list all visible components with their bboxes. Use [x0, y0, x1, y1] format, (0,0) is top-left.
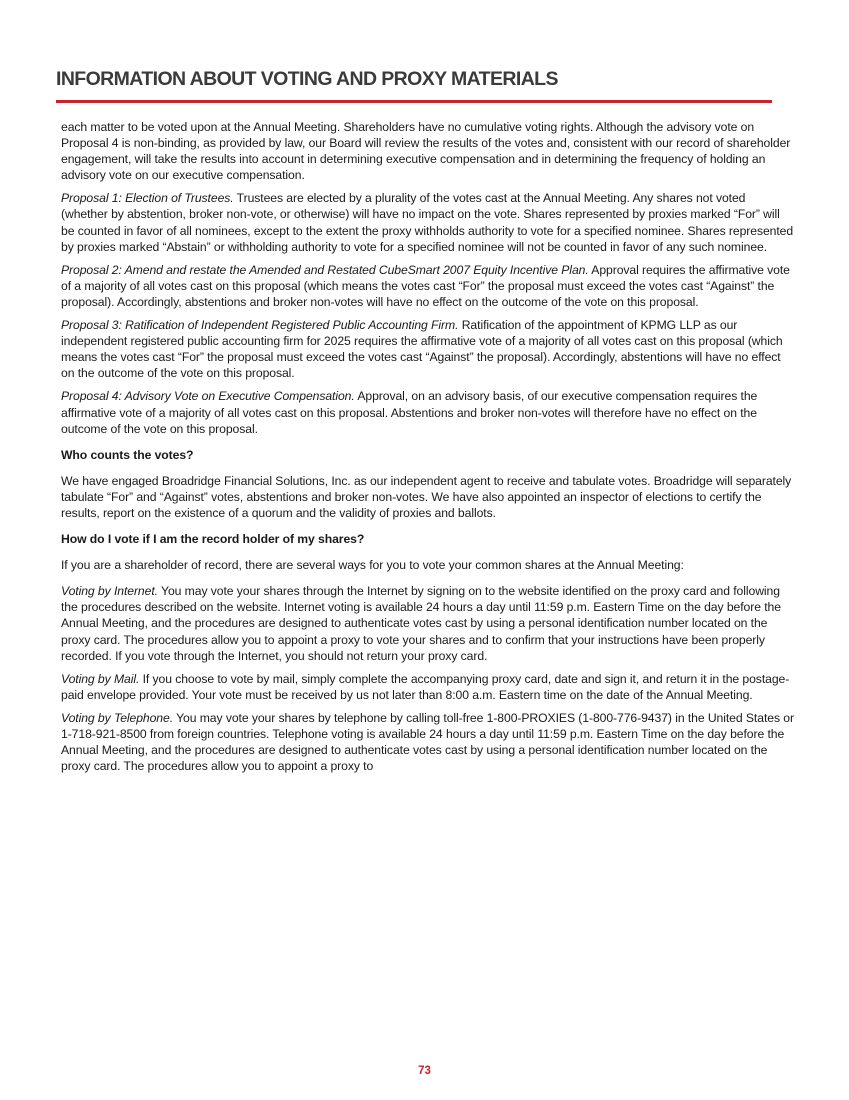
- header-divider: [56, 100, 772, 103]
- voting-by-internet-paragraph: [61, 583, 795, 663]
- voting-by-telephone-text: You may vote your shares by telephone by calling toll-free 1-800-PROXIES (1-800-776-9437) in the United States or 1-718-921-8500 from foreign countries. Telephone voting is available 24 hours a day until 11:59 p.m. Eastern Time on the day before the Annual Meeting, and the procedures are designed to authenticate votes cast by using a personal identification number located on the proxy card. The procedures allow you to appoint a proxy to: [61, 710, 794, 774]
- page-header: [56, 66, 772, 103]
- proposal-1-paragraph: [61, 190, 795, 254]
- document-body: [61, 119, 795, 781]
- page-number: 73: [418, 1065, 431, 1077]
- proposal-4-title: Proposal 4: Advisory Vote on Executive Compensation.: [61, 389, 355, 404]
- voting-by-internet-text: You may vote your shares through the Internet by signing on to the website identified on the proxy card and following the procedures described on the website. Internet voting is available 24 hours a day until 11:59 p.m. Eastern Time on the day before the Annual Meeting, and the procedures are designed to authenticate votes cast by using a personal identification number located on the proxy card. The procedures allow you to appoint a proxy to vote your shares and to confirm that your instructions have been properly recorded. If you vote through the Internet, you should not return your proxy card.: [61, 584, 781, 663]
- proposal-2-title: Proposal 2: Amend and restate the Amended and Restated CubeSmart 2007 Equity Incentive Plan.: [61, 262, 589, 277]
- answer-record-holder-voting: If you are a shareholder of record, there are several ways for you to vote your common shares at the Annual Meeting:: [61, 558, 684, 573]
- proposal-2-text: Approval requires the affirmative vote of a majority of all votes cast on this proposal (which means the votes cast “For” the proposal must exceed the votes cast “Against” the proposal). Accordingly, abstentions and broker non-votes will have no effect on the outcome of the vote on this proposal.: [61, 262, 790, 309]
- voting-by-mail-paragraph: [61, 671, 795, 703]
- voting-by-internet-title: Voting by Internet.: [61, 584, 158, 599]
- proposal-3-title: Proposal 3: Ratification of Independent Registered Public Accounting Firm.: [61, 318, 459, 333]
- question-record-holder-voting: How do I vote if I am the record holder of my shares?: [61, 532, 365, 547]
- voting-by-telephone-title: Voting by Telephone.: [61, 710, 174, 725]
- proposal-3-text: Ratification of the appointment of KPMG LLP as our independent registered public accounting firm for 2025 requires the affirmative vote of a majority of all votes cast on this proposal (which means the votes cast “For” the proposal must exceed the votes cast “Against” the proposal). Accordingly, abstentions will have no effect on the outcome of the vote on this proposal.: [61, 318, 783, 381]
- proposal-1-title: Proposal 1: Election of Trustees.: [61, 191, 234, 206]
- question-who-counts-votes: Who counts the votes?: [61, 447, 194, 462]
- proposal-3-paragraph: [61, 317, 795, 381]
- proposal-1-text: Trustees are elected by a plurality of the votes cast at the Annual Meeting. Any shares not voted (whether by abstention, broker non-vote, or otherwise) will have no impact on the vote. Shares represented by proxies marked “For” will be counted in favor of all nominees, except to the extent the proxy withholds authority to vote for a specified nominee. Shares represented by proxies marked “Abstain” or withholding authority to vote for a specified nominee will not be counted in favor of any such nominee.: [61, 191, 794, 254]
- voting-by-telephone-paragraph: [61, 710, 795, 774]
- proposal-2-paragraph: [61, 262, 795, 310]
- proposal-4-text: Approval, on an advisory basis, of our executive compensation requires the affirmative vote of a majority of all votes cast on this proposal. Abstentions and broker non-votes will therefore have no effect on the outcome of the vote on this proposal.: [61, 389, 758, 436]
- voting-by-mail-text: If you choose to vote by mail, simply complete the accompanying proxy card, date and sign it, and return it in the postage-paid envelope provided. Your vote must be received by us not later than 8:00 a.m. Eastern time on the date of the Annual Meeting.: [61, 671, 790, 702]
- intro-paragraph: each matter to be voted upon at the Annual Meeting. Shareholders have no cumulative voting rights. Although the advisory vote on Proposal 4 is non-binding, as provided by law, our Board will review the results of the votes and, consistent with our record of shareholder engagement, will take the results into account in determining executive compensation and in determining the frequency of holding an advisory vote on our executive compensation.: [61, 120, 791, 183]
- proposal-4-paragraph: [61, 388, 795, 436]
- page-title: INFORMATION ABOUT VOTING AND PROXY MATERIALS: [56, 68, 558, 90]
- voting-by-mail-title: Voting by Mail.: [61, 671, 140, 686]
- answer-who-counts-votes: We have engaged Broadridge Financial Solutions, Inc. as our independent agent to receive and tabulate votes. Broadridge will separately tabulate “For” and “Against” votes, abstentions and broker non-votes. We have also appointed an inspector of elections to certify the results, report on the existence of a quorum and the validity of proxies and ballots.: [61, 473, 792, 520]
